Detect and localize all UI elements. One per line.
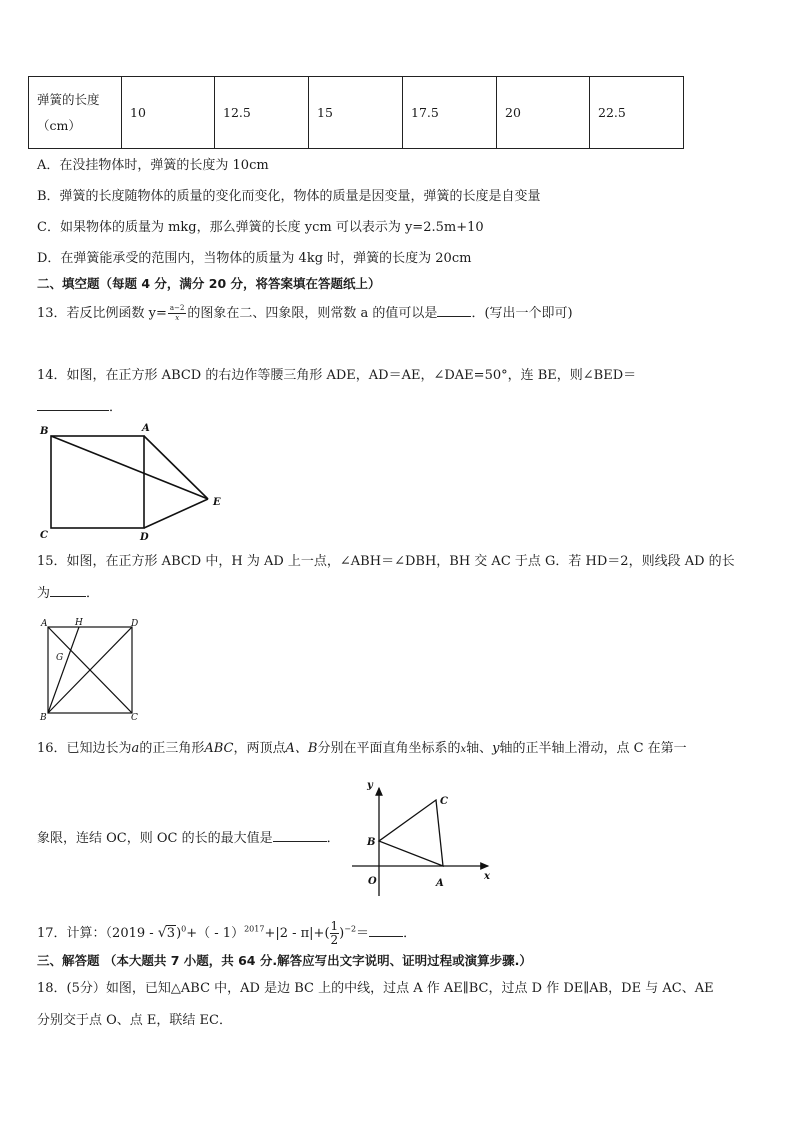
frac-den: 2 <box>330 933 339 947</box>
question-15-line2 <box>37 584 99 603</box>
q16-text: 16．已知边长为 <box>37 741 132 756</box>
question-16-line2 <box>37 829 340 848</box>
q16-text: 轴的正半轴上滑动，点 C 在第一 <box>499 741 687 756</box>
segment-be <box>51 436 208 499</box>
table-cell: 22.5 <box>590 77 684 149</box>
table-cell: 17.5 <box>403 77 497 149</box>
label-a: A <box>142 423 150 434</box>
label-y: y <box>367 780 373 791</box>
section-title-solve: 三、解答题 （本大题共 7 小题，共 64 分.解答应写出文字说明、证明过程或演算步骤.） <box>37 953 532 968</box>
question-14: 14．如图，在正方形 ABCD 的右边作等腰三角形 ADE，AD＝AE，∠DAE=50°，连 BE，则∠BED＝ <box>37 368 637 383</box>
label-d: D <box>140 532 149 543</box>
q15-prefix: 为 <box>37 586 51 601</box>
q16-text: ，两顶点 <box>233 741 286 756</box>
sqrt-radicand: 3 <box>166 926 176 941</box>
label-h: H <box>75 618 83 628</box>
q16-end: ． <box>326 831 340 846</box>
q16-points: A、B <box>285 741 318 756</box>
q16-figure <box>350 778 495 896</box>
question-18-line1: 18．(5分）如图，已知△ABC 中，AD 是边 BC 上的中线，过点 A 作 AE∥BC，过点 D 作 DE∥AB，DE 与 AC、AE <box>37 981 714 996</box>
label-c: C <box>131 713 138 723</box>
label-g: G <box>56 653 64 663</box>
label-c: C <box>40 530 48 541</box>
q15-figure <box>35 614 150 726</box>
segment-bh <box>48 627 79 713</box>
segment-ae <box>144 436 208 499</box>
label-b: B <box>40 426 49 437</box>
q14-figure <box>35 420 235 545</box>
table-header-cell: 弹簧的长度（cm） <box>29 77 122 149</box>
q16-triangle: ABC <box>204 741 234 756</box>
q15-end: ． <box>86 586 100 601</box>
label-a: A <box>436 878 444 889</box>
sqrt-icon: √ 3 <box>157 925 176 941</box>
option-d: D．在弹簧能承受的范围内，当物体的质量为 4kg 时，弹簧的长度为 20cm <box>37 251 472 266</box>
question-13 <box>37 304 573 323</box>
label-d: D <box>131 619 139 629</box>
q14-end: ． <box>109 400 123 415</box>
table-cell: 10 <box>122 77 215 149</box>
exponent: 2017 <box>244 924 265 934</box>
label-o: O <box>368 876 377 887</box>
question-14-answer <box>37 398 122 417</box>
q17-text: +（ - 1） <box>186 926 245 941</box>
q16-text: 分别在平面直角坐标系的 <box>317 741 461 756</box>
q17-end: ． <box>403 926 417 941</box>
question-15-line1: 15．如图，在正方形 ABCD 中，H 为 AD 上一点，∠ABH＝∠DBH，BH 交 AC 于点 G．若 HD＝2，则线段 AD 的长 <box>37 554 735 569</box>
q16-text: 象限，连结 OC，则 OC 的长的最大值是 <box>37 831 273 846</box>
label-c: C <box>440 796 448 807</box>
q13-fraction <box>168 304 187 323</box>
table-cell: 12.5 <box>215 77 309 149</box>
table-row <box>29 77 684 149</box>
label-x: x <box>484 871 490 882</box>
question-18-line2: 分别交于点 O、点 E，联结 EC． <box>37 1013 232 1028</box>
answer-blank <box>273 829 327 842</box>
question-17: 17．计算：（2019 - √ 3)$^0$+（ - 1）$^{2017}$+|2 - π|+( $\frac{1}{2}$ )$^{-2}$＝ ． <box>37 919 417 947</box>
q13-end: ．(写出一个即可) <box>471 306 573 321</box>
segment-de <box>144 499 208 528</box>
q13-prefix: 13．若反比例函数 y= <box>37 306 167 321</box>
q16-text: 的正三角形 <box>139 741 205 756</box>
q17-equals: ＝ <box>356 926 370 941</box>
label-b: B <box>40 713 47 723</box>
q16-text: 轴、 <box>466 741 493 756</box>
answer-blank <box>437 304 471 317</box>
q17-text: +|2 - π|+( <box>264 926 330 941</box>
label-a: A <box>41 619 48 629</box>
answer-blank <box>37 398 109 411</box>
square-abcd <box>51 436 144 528</box>
option-c: C．如果物体的质量为 mkg，那么弹簧的长度 ycm 可以表示为 y=2.5m+10 <box>37 220 484 235</box>
q13-frac-num: a−2 <box>169 304 185 312</box>
q13-frac-den: x <box>175 314 180 322</box>
section-title-fill-blank: 二、填空题（每题 4 分，满分 20 分，将答案填在答题纸上） <box>37 276 381 291</box>
q16-axis-x: x <box>460 744 467 755</box>
q16-var-a: a <box>131 741 140 756</box>
q17-fraction <box>330 920 340 947</box>
answer-blank <box>50 584 86 597</box>
table-cell: 20 <box>497 77 590 149</box>
question-16-line1 <box>37 740 687 759</box>
label-e: E <box>213 497 221 508</box>
q17-text: 17．计算：（2019 - <box>37 926 154 941</box>
option-b: B．弹簧的长度随物体的质量的变化而变化，物体的质量是因变量，弹簧的长度是自变量 <box>37 189 541 204</box>
spring-length-table <box>28 76 684 149</box>
exponent: 0 <box>181 924 187 934</box>
table-cell: 15 <box>309 77 403 149</box>
triangle-abc <box>379 800 443 866</box>
frac-num: 1 <box>330 919 339 933</box>
q13-suffix: 的图象在二、四象限，则常数 a 的值可以是 <box>187 306 438 321</box>
label-b: B <box>367 837 376 848</box>
answer-blank <box>369 924 403 937</box>
exponent: −2 <box>344 924 357 934</box>
q16-axis-y: y <box>492 741 500 756</box>
option-a: A．在没挂物体时，弹簧的长度为 10cm <box>37 158 269 173</box>
